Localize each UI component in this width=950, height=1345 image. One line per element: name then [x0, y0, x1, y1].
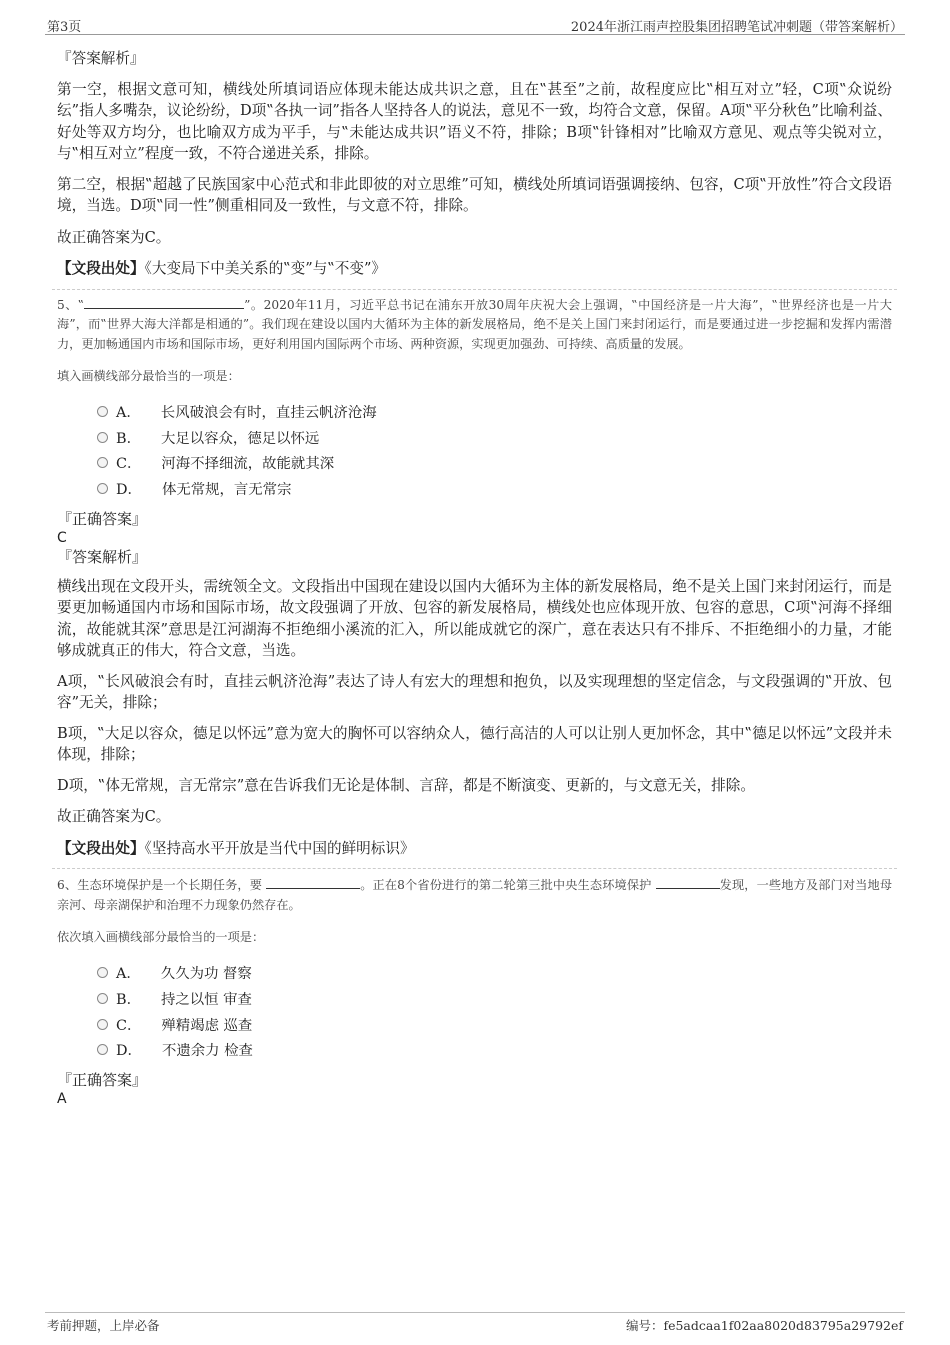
- q4-source-title: 《大变局下中美关系的‟变”与‟不变”》: [144, 260, 387, 277]
- q6-option-d[interactable]: [97, 1037, 892, 1063]
- q4-analysis-label: 『答案解析』: [57, 50, 145, 67]
- q5-stem-text: ”。2020年11月，习近平总书记在浦东开放30周年庆祝大会上强调，‟中国经济是一片大海”，‟世界经济也是一片大海”，而‟世界大海大洋都是相通的”。我们现在建设以国内大循环为主体的新发展格局，绝不是关上国门来封闭运行，而是要通过进一步挖掘和发挥内需潜力，更加畅通国内市场和国际市场，更好利用国内国际两个市场、两种资源，实现更加强劲、可持续、高质量的发展。: [57, 297, 892, 351]
- page-footer: [45, 1312, 905, 1333]
- q6-blank-2: [656, 875, 720, 889]
- q5-prompt: 填入画横线部分最恰当的一项是：: [57, 369, 240, 383]
- q6-option-c[interactable]: [97, 1011, 892, 1037]
- q6-option-b[interactable]: [97, 985, 892, 1011]
- radio-button[interactable]: [97, 1019, 108, 1030]
- option-text: 长风破浪会有时，直挂云帆济沧海: [160, 404, 377, 421]
- option-text: 河海不择细流，故能就其深: [161, 456, 335, 473]
- q5-analysis-p4: D项，‟体无常规，言无常宗”意在告诉我们无论是体制、言辞，都是不断演变、更新的，与文意无关，排除。: [57, 776, 755, 794]
- q6-option-a[interactable]: [97, 960, 892, 986]
- q4-source-label: 【文段出处】: [57, 260, 145, 277]
- option-label: D．: [116, 1043, 142, 1060]
- q5-option-a[interactable]: [97, 399, 892, 425]
- q5-answer-label: 『正确答案』: [57, 509, 148, 528]
- radio-button[interactable]: [97, 483, 108, 494]
- q5-number: 5、‟: [57, 297, 85, 312]
- q4-conclusion: 故正确答案为C。: [57, 228, 171, 246]
- q5-stem: [57, 295, 892, 355]
- option-text: 久久为功 督察: [160, 966, 252, 983]
- q4-source: [57, 258, 892, 280]
- option-text: 体无常规，言无常宗: [161, 482, 292, 499]
- question-separator: [52, 289, 897, 290]
- q6-blank-1: [266, 875, 360, 889]
- page-header: [45, 14, 905, 35]
- option-label: A．: [116, 966, 141, 983]
- q6-stem-part2: 。正在8个省份进行的第二轮第三批中央生态环境保护: [360, 878, 652, 893]
- radio-button[interactable]: [97, 457, 108, 468]
- option-text: 不遗余力 检查: [161, 1043, 253, 1060]
- option-text: 大足以容众，德足以怀远: [160, 430, 320, 447]
- q6-options: [97, 960, 892, 1063]
- radio-button[interactable]: [97, 406, 108, 417]
- q5-option-d[interactable]: [97, 476, 892, 502]
- q5-option-b[interactable]: [97, 424, 892, 450]
- radio-button[interactable]: [97, 967, 108, 978]
- question-separator: [52, 868, 897, 869]
- option-label: D．: [116, 482, 142, 499]
- radio-button[interactable]: [97, 993, 108, 1004]
- radio-button[interactable]: [97, 1044, 108, 1055]
- q6-stem-part1: 6、生态环境保护是一个长期任务，要: [57, 878, 263, 893]
- q6-prompt: 依次填入画横线部分最恰当的一项是：: [57, 930, 265, 945]
- footer-slogan: 考前押题，上岸必备: [47, 1318, 160, 1333]
- q6-stem-part3: 发现，一些地方及部门对当地母亲河、母亲湖保护和治理不力现象仍然存在。: [57, 878, 893, 912]
- document-id: 编号：fe5adcaa1f02aa8020d83795a29792ef: [625, 1318, 903, 1333]
- option-label: A．: [116, 404, 141, 421]
- main-content: [57, 48, 892, 1109]
- q6-answer-label: 『正确答案』: [57, 1070, 148, 1089]
- q5-blank: [84, 295, 244, 309]
- q5-source: [57, 838, 892, 860]
- option-text: 持之以恒 审查: [160, 991, 252, 1008]
- option-label: B．: [116, 991, 141, 1008]
- q5-source-label: 【文段出处】: [57, 839, 145, 857]
- q5-option-c[interactable]: [97, 450, 892, 476]
- option-label: B．: [116, 430, 141, 447]
- q6-stem: [57, 875, 892, 915]
- q5-conclusion: 故正确答案为C。: [57, 808, 171, 826]
- q4-analysis-p1: 第一空，根据文意可知，横线处所填词语应体现未能达成共识之意，且在‟甚至”之前，故程度应比‟相互对立”轻，C项‟众说纷纭”指人多嘴杂，议论纷纷，D项‟各执一词”指各人坚持各人的说法，意见不一致，均符合文意，保留。A项‟平分秋色”比喻利益、好处等双方均分，也比喻双方成为平手，与‟未能达成共识”语义不符，排除；B项‟针锋相对”比喻双方意见、观点等尖锐对立，与‟相互对立”程度一致，不符合递进关系，排除。: [57, 80, 892, 162]
- page-number: 第3页: [47, 20, 82, 35]
- radio-button[interactable]: [97, 432, 108, 443]
- option-label: C．: [116, 456, 142, 473]
- q5-analysis-label: 『答案解析』: [57, 547, 148, 566]
- q5-options: [97, 399, 892, 502]
- q5-source-title: 《坚持高水平开放是当代中国的鲜明标识》: [144, 839, 415, 857]
- q5-analysis-p1: 横线出现在文段开头，需统领全文。文段指出中国现在建设以国内大循环为主体的新发展格局，绝不是关上国门来封闭运行，而是要更加畅通国内市场和国际市场，故文段强调了开放、包容的新发展格局，横线处也应体现开放、包容的意思，C项‟河海不择细流，故能就其深”意思是江河湖海不拒绝细小溪流的汇入，所以能成就它的深广，意在表达只有不排斥、不拒绝细小的力量，才能够成就真正的伟大，符合文意，当选。: [57, 577, 892, 660]
- q5-analysis-p2: A项，‟长风破浪会有时，直挂云帆济沧海”表达了诗人有宏大的理想和抱负，以及实现理想的坚定信念，与文段强调的‟开放、包容”无关，排除；: [57, 672, 892, 712]
- q4-analysis-p2: 第二空，根据‟超越了民族国家中心范式和非此即彼的对立思维”可知，横线处所填词语强调接纳、包容，C项‟开放性”符合文段语境，当选。D项‟同一性”侧重相同及一致性，与文意不符，排除。: [57, 175, 892, 214]
- option-text: 殚精竭虑 巡查: [161, 1017, 253, 1034]
- document-title: 2024年浙江雨声控股集团招聘笔试冲刺题（带答案解析）: [570, 20, 903, 35]
- q5-answer: C: [57, 529, 67, 546]
- q6-answer: A: [57, 1090, 67, 1107]
- option-label: C．: [116, 1017, 142, 1034]
- q5-analysis-p3: B项，‟大足以容众，德足以怀远”意为宽大的胸怀可以容纳众人，德行高洁的人可以让别人更加怀念，其中‟德足以怀远”文段并未体现，排除；: [57, 724, 892, 764]
